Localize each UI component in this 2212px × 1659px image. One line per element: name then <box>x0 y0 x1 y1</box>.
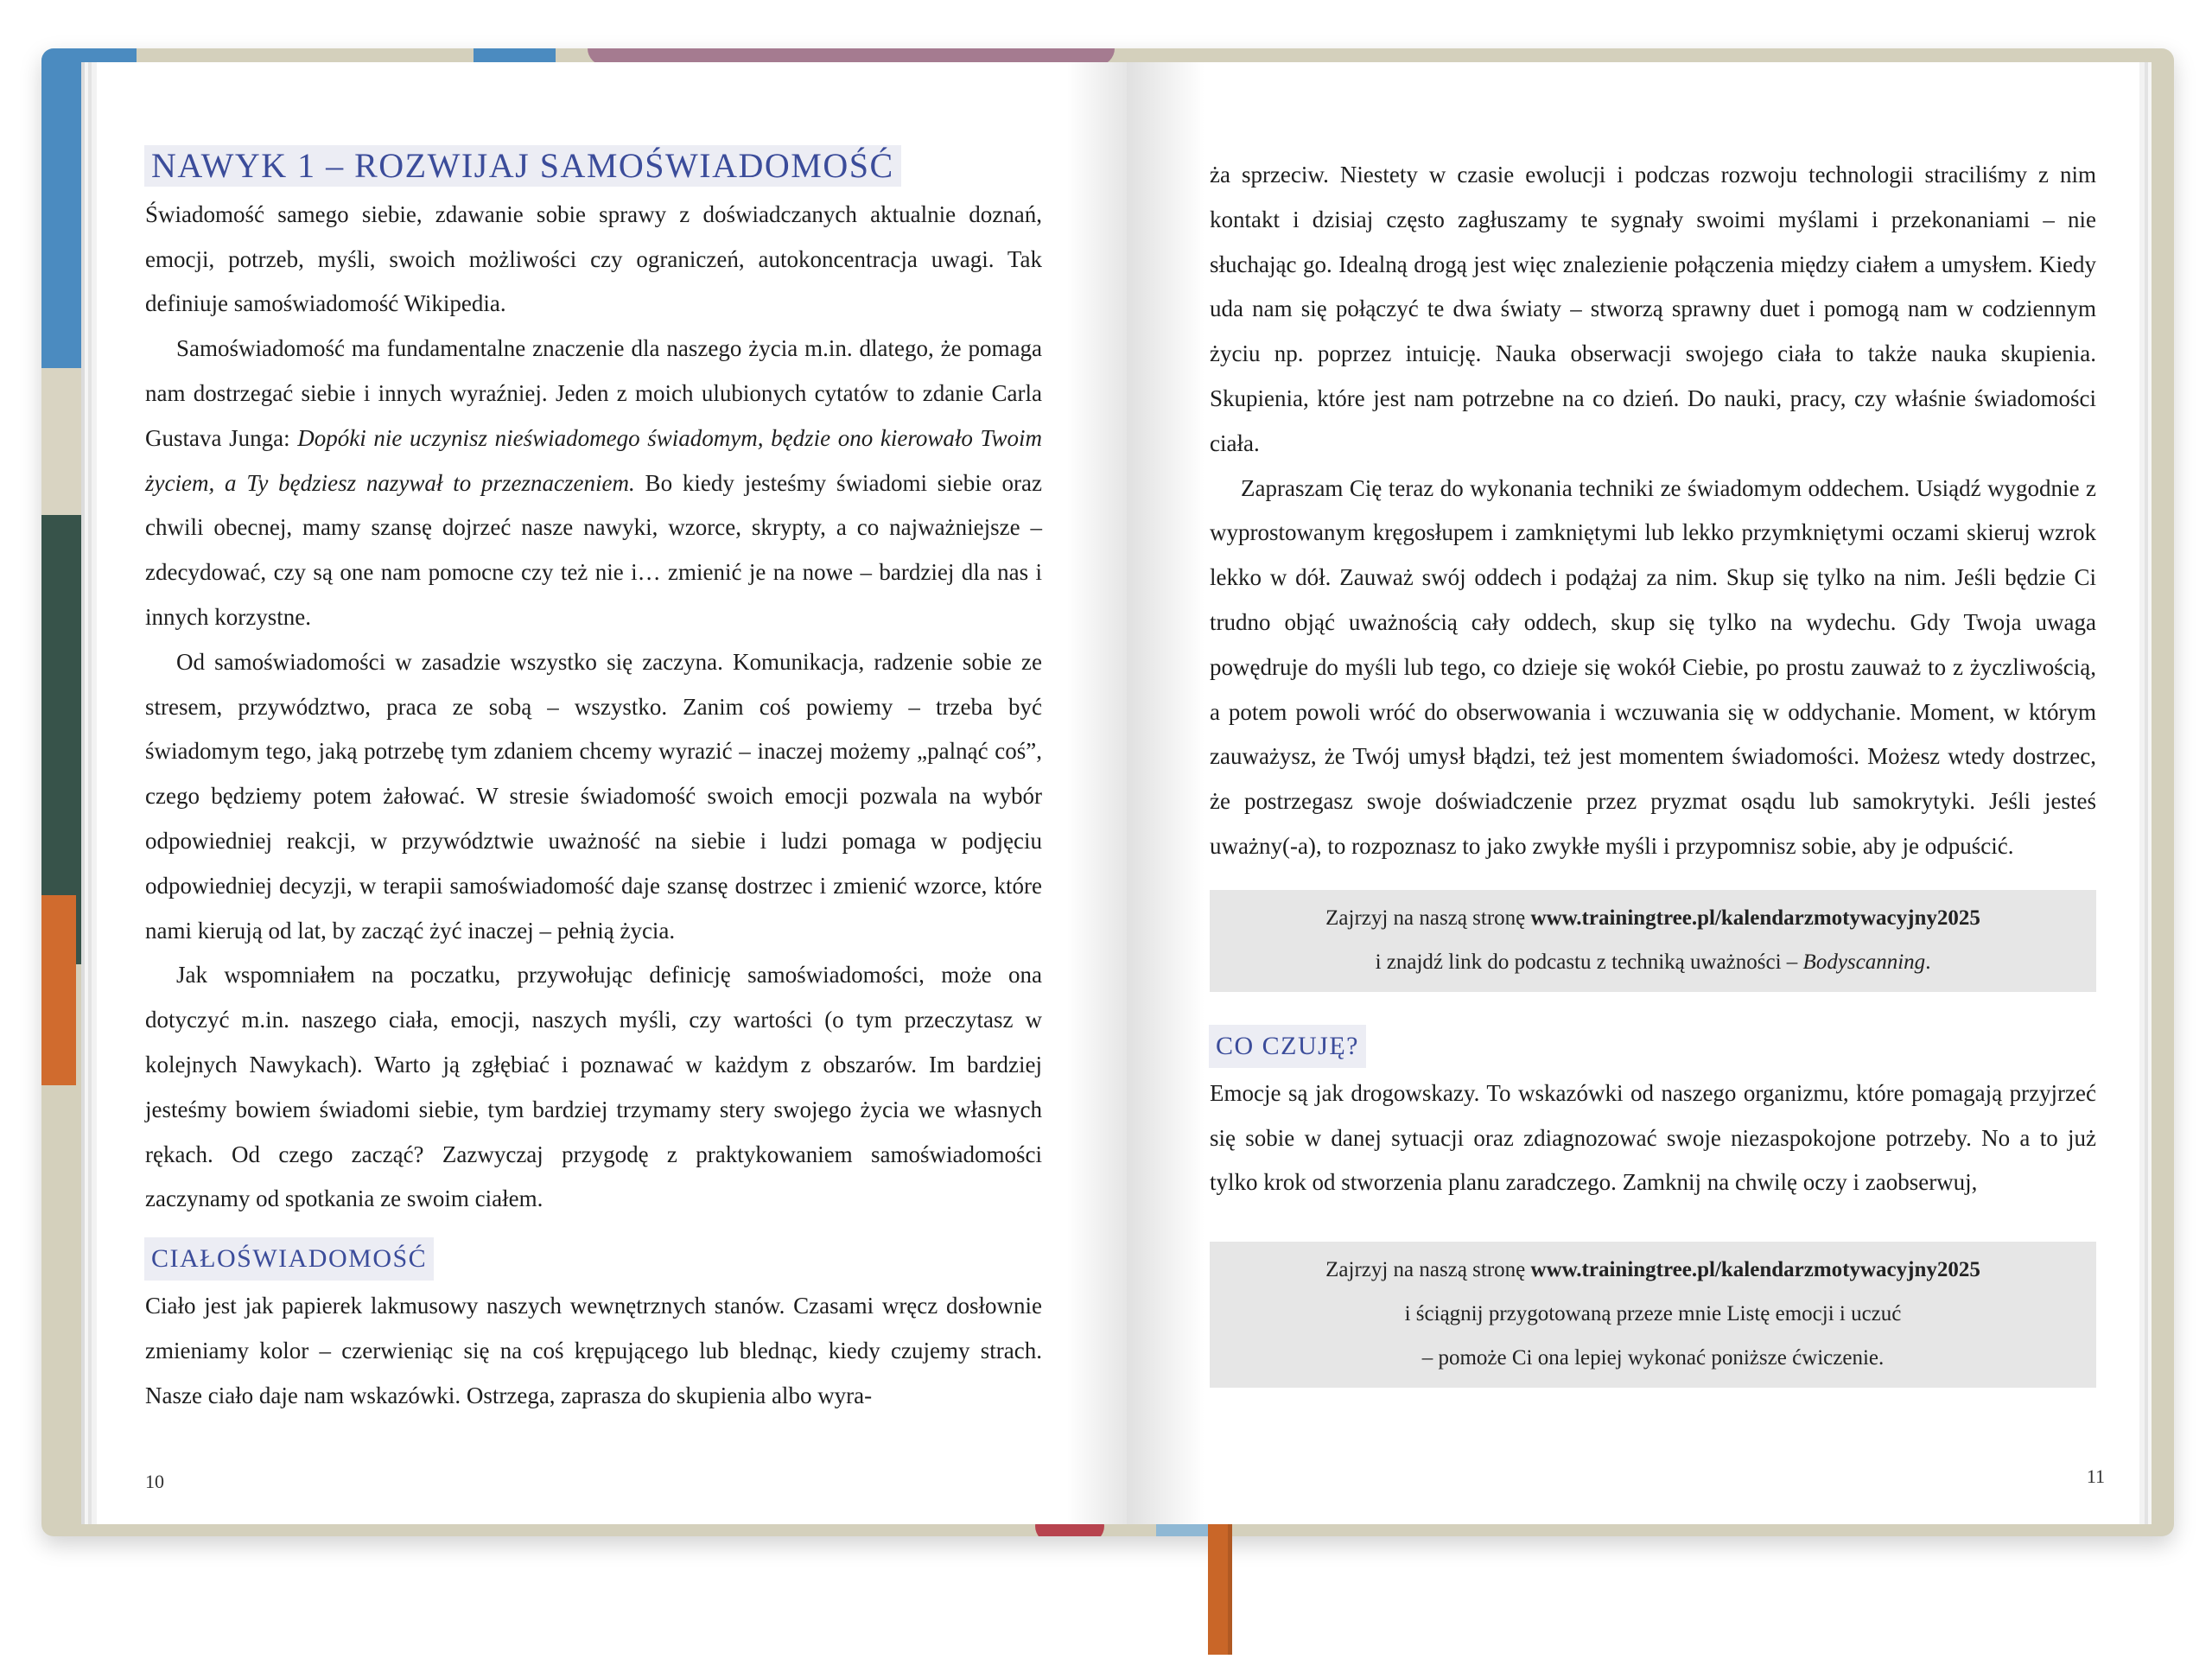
cover-decoration-beige <box>41 368 102 515</box>
bookmark-ribbon[interactable] <box>1208 1521 1232 1655</box>
page-gutter-shadow <box>1066 62 1127 1524</box>
paragraph-everything-starts: Od samoświadomości w zasadzie wszystko się zaczyna. Komunikacja, radzenie sobie ze stresem, przywództwo, praca ze sobą – wszystko. Zanim coś powiemy – trzeba być świadomym tego, jaką potrzebę tym zdaniem chcemy wyrazić – inaczej możemy „palnąć coś”, czego będziemy potem żałować. W stresie świadomość swoich emocji pozwala na wybór odpowiedniej reakcji, w przywództwie uważność na siebie i ludzi pomaga w podjęciu odpowiedniej decyzji, w terapii samoświadomość daje szansę dostrzec i zmienić wzorce, które nami kierują od lat, by zacząć żyć inaczej – pełnią życia. <box>145 648 1042 944</box>
paragraph-body-continued: ża sprzeciw. Niestety w czasie ewolucji i podczas rozwoju technologii straciliśmy z nim kontakt i dzisiaj często zagłuszamy te sygnały swoimi myślami i przekonaniami – nie słuchając go. Idealną drogą jest więc znalezienie połączenia między ciałem a umysłem. Kiedy uda nam się połączyć te dwa światy – stworzą sprawny duet i pomogą nam w codziennym życiu np. poprzez intuicję. Nauka obserwacji swojego ciała to także nauka skupienia. Skupienia, które jest nam potrzebne na co dzień. Do nauki, pracy, czy właśnie świadomości ciała. <box>1210 162 2096 456</box>
podcast-info-box <box>1210 890 2096 992</box>
page-number-right: 11 <box>2086 1465 2105 1487</box>
paragraph-breathing-technique: Zapraszam Cię teraz do wykonania techniki ze świadomym oddechem. Usiądź wygodnie z wyprostowanym kręgosłupem i zamkniętymi lub lekko przymkniętymi oczami skieruj wzrok lekko w dół. Zauważ swój oddech i podążaj za nim. Skup się tylko na nim. Jeśli będzie Ci trudno objąć uważnością cały oddech, skup się tylko na wydechu. Gdy Twoja uwaga powędruje do myśli lub tego, co dzieje się wokół Ciebie, po prostu zauważ to z życzliwością, a potem powoli wróć do obserwowania i wczuwania się w oddychanie. Moment, w którym zauważysz, że Twój umysł błądzi, też jest momentem świadomości. Możesz wtedy dostrzec, że postrzegasz swoje doświadczenie przez pryzmat osądu lub samokrytyki. Jeśli jesteś uważny(-a), to rozpoznasz to jako zwykłe myśli i przypomnisz sobie, aby je odpuścić. <box>1210 474 2096 859</box>
jung-quote: Dopóki nie uczynisz nieświadomego świadomym, będzie ono kierowało Twoim życiem, a Ty będziesz nazywał to przeznaczeniem. <box>145 424 1043 496</box>
section-heading-what-i-feel: CO CZUJĘ? <box>1209 1025 1366 1068</box>
info-box-line <box>1218 1248 2088 1292</box>
paragraph-body: Ciało jest jak papierek lakmusowy naszych wewnętrznych stanów. Czasami wręcz dosłownie zmieniamy kolor – czerwieniąc się na coś krępującego lub blednąc, kiedy czujemy strach. Nasze ciało daje nam wskazówki. Ostrzega, zaprasza do skupienia albo wyra- <box>145 1293 1042 1408</box>
info-text: Zajrzyj na naszą stronę <box>1325 906 1531 930</box>
info-box-line: – pomoże Ci ona lepiej wykonać poniższe ćwiczenie. <box>1421 1346 1885 1370</box>
page-number-left: 10 <box>145 1471 164 1492</box>
paragraph-areas: Jak wspomniałem na poczatku, przywołując definicję samoświadomości, może ona dotyczyć m.in. naszego ciała, emocji, naszych myśli, czy wartości (o tym przeczytasz w kolejnych Nawykach). Warto ją zgłębiać i poznawać w każdym z obszarów. Im bardziej jesteśmy bowiem świadomi siebie, tym bardziej trzymamy stery swojego życia we własnych rękach. Od czego zacząć? Zazwyczaj przygodę z praktykowaniem samoświadomości zaczynamy od spotkania ze swoim ciałem. <box>145 962 1042 1212</box>
page-gutter-shadow <box>1127 62 1205 1524</box>
paragraph-definition: Świadomość samego siebie, zdawanie sobie sprawy z doświadczanych aktualnie doznań, emocji, potrzeb, myśli, swoich możliwości czy ograniczeń, autokoncentracja uwagi. Tak definiuje samoświadomość Wikipedia. <box>145 200 1042 317</box>
info-box-line: i ściągnij przygotowaną przeze mnie Listę emocji i uczuć <box>1404 1302 1902 1326</box>
paragraph-emotions: Emocje są jak drogowskazy. To wskazówki od naszego organizmu, które pomagają przyjrzeć się sobie w danej sytuacji oraz zdiagnozować swoje niezaspokojone potrzeby. No a to już tylko krok od stworzenia planu zaradczego. Zamknij na chwilę oczy i zaobserwuj, <box>1210 1079 2096 1196</box>
paragraph-jung-quote <box>145 327 1042 640</box>
paragraph-text: Bo kiedy jesteśmy świadomi siebie oraz chwili obecnej, mamy szansę dojrzeć nasze nawyki, wzorce, skrypty, a co najważniejsze – zdecydować, czy są one nam pomocne czy też nie i… zmienić je na nowe – bardziej dla nas i innych korzystne. <box>145 469 1042 630</box>
info-box-line <box>1218 896 2088 940</box>
section-heading-body-awareness: CIAŁOŚWIADOMOŚĆ <box>144 1237 434 1281</box>
left-page <box>97 62 1127 1524</box>
info-text: i znajdź link do podcastu z techniką uważności – <box>1375 950 1803 974</box>
website-link[interactable]: www.trainingtree.pl/kalendarzmotywacyjny2025 <box>1530 1258 1980 1282</box>
cover-decoration-orange <box>41 895 76 1085</box>
right-page <box>1127 62 2139 1524</box>
info-text: . <box>1925 950 1931 974</box>
website-link[interactable]: www.trainingtree.pl/kalendarzmotywacyjny2025 <box>1530 906 1980 930</box>
paragraph-text: Samoświadomość ma fundamentalne znaczenie dla naszego życia m.in. dlatego, że pomaga nam dostrzegać siebie i innych wyraźniej. Jeden z moich ulubionych cytatów to zdanie Carla Gustava Junga: <box>145 335 1042 451</box>
right-page-content <box>1210 153 2096 1388</box>
emotions-list-info-box <box>1210 1242 2096 1388</box>
bodyscanning-title: Bodyscanning <box>1802 950 1926 974</box>
chapter-heading: NAWYK 1 – ROZWIJAJ SAMOŚWIADOMOŚĆ <box>144 145 901 187</box>
info-text: Zajrzyj na naszą stronę <box>1325 1258 1531 1282</box>
info-box-line <box>1218 940 2088 984</box>
left-page-content <box>145 145 1042 1419</box>
